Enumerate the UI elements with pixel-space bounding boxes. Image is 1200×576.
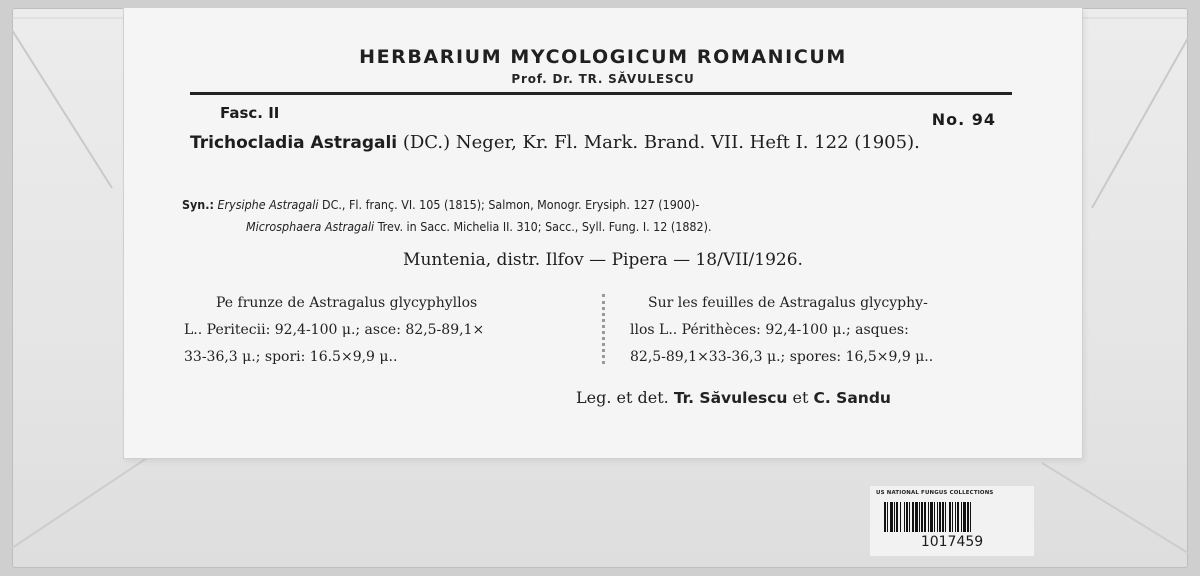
barcode-label bbox=[870, 486, 1034, 556]
description-ro-line: 33-36,3 μ.; spori: 16.5×9,9 μ.. bbox=[184, 349, 398, 365]
barcode-bar bbox=[894, 502, 895, 532]
species-name: Trichocladia Astragali bbox=[190, 133, 398, 153]
synonym-2-name: Microsphaera Astragali bbox=[246, 219, 375, 234]
species-entry bbox=[190, 132, 1020, 154]
barcode-bar bbox=[890, 502, 893, 532]
synonym-2-reference: Trev. in Sacc. Michelia II. 310; Sacc., Syll. Fung. I. 12 (1882). bbox=[374, 219, 712, 234]
barcode-bar bbox=[957, 502, 959, 532]
barcode-bar bbox=[906, 502, 908, 532]
barcode-bar bbox=[915, 502, 918, 532]
collection-locality: Muntenia, distr. Ilfov — Pipera — 18/VII/1926. bbox=[403, 250, 803, 270]
barcode-bar bbox=[952, 502, 953, 532]
barcode-bar bbox=[967, 502, 969, 532]
barcode-bars bbox=[884, 502, 1020, 532]
barcode-bar bbox=[963, 502, 966, 532]
barcode-bar bbox=[934, 502, 935, 532]
description-fr-line: llos L.. Périthèces: 92,4-100 μ.; asques: bbox=[630, 322, 909, 338]
column-divider bbox=[602, 294, 611, 364]
species-citation: (DC.) Neger, Kr. Fl. Mark. Brand. VII. Heft I. 122 (1905). bbox=[397, 132, 920, 153]
barcode-bar bbox=[924, 502, 926, 532]
barcode-bar bbox=[939, 502, 941, 532]
collector-line bbox=[576, 388, 891, 407]
barcode-bar bbox=[942, 502, 944, 532]
barcode-bar bbox=[928, 502, 929, 532]
header-rule bbox=[190, 92, 1012, 95]
barcode-number: 1017459 bbox=[920, 534, 984, 550]
barcode-bar bbox=[949, 502, 951, 532]
specimen-number: No. 94 bbox=[931, 110, 996, 129]
synonyms-block bbox=[182, 194, 1032, 238]
barcode-bar bbox=[955, 502, 956, 532]
synonyms-label: Syn.: bbox=[182, 197, 214, 212]
barcode-collection-name: US NATIONAL FUNGUS COLLECTIONS bbox=[876, 490, 994, 496]
barcode-bar bbox=[961, 502, 962, 532]
barcode-bar bbox=[904, 502, 905, 532]
collector-name-2: C. Sandu bbox=[813, 389, 891, 407]
barcode-bar bbox=[884, 502, 886, 532]
herbarium-title: HERBARIUM MYCOLOGICUM ROMANICUM bbox=[359, 46, 847, 68]
barcode-bar bbox=[970, 502, 971, 532]
synonym-1-name: Erysiphe Astragali bbox=[213, 197, 319, 212]
herbarium-label bbox=[124, 8, 1082, 458]
description-fr-line: Sur les feuilles de Astragalus glycyphy- bbox=[648, 295, 928, 311]
synonym-1-reference: DC., Fl. franç. VI. 105 (1815); Salmon, Monogr. Erysiph. 127 (1900)- bbox=[318, 197, 700, 212]
description-romanian bbox=[184, 290, 584, 371]
description-ro-line: Pe frunze de Astragalus glycyphyllos bbox=[216, 295, 478, 311]
description-ro-line: L.. Peritecii: 92,4-100 μ.; asce: 82,5-89,1× bbox=[184, 322, 485, 338]
barcode-bar bbox=[921, 502, 923, 532]
specimen-envelope bbox=[12, 8, 1188, 568]
barcode-bar bbox=[900, 502, 901, 532]
barcode-bar bbox=[919, 502, 920, 532]
barcode-bar bbox=[909, 502, 910, 532]
fascicle-label: Fasc. II bbox=[220, 104, 280, 122]
barcode-bar bbox=[937, 502, 938, 532]
barcode-bar bbox=[912, 502, 914, 532]
barcode-bar bbox=[930, 502, 933, 532]
herbarium-director: Prof. Dr. TR. SĂVULESCU bbox=[511, 72, 695, 86]
synonym-2-line bbox=[182, 216, 1032, 238]
barcode-bar bbox=[945, 502, 946, 532]
description-french bbox=[630, 290, 1026, 371]
barcode-bar bbox=[896, 502, 898, 532]
barcode-bar bbox=[887, 502, 888, 532]
collector-conjunction: et bbox=[787, 388, 814, 407]
collector-prefix: Leg. et det. bbox=[576, 388, 674, 407]
description-fr-line: 82,5-89,1×33-36,3 μ.; spores: 16,5×9,9 μ.. bbox=[630, 349, 934, 365]
collector-name-1: Tr. Săvulescu bbox=[673, 389, 788, 407]
